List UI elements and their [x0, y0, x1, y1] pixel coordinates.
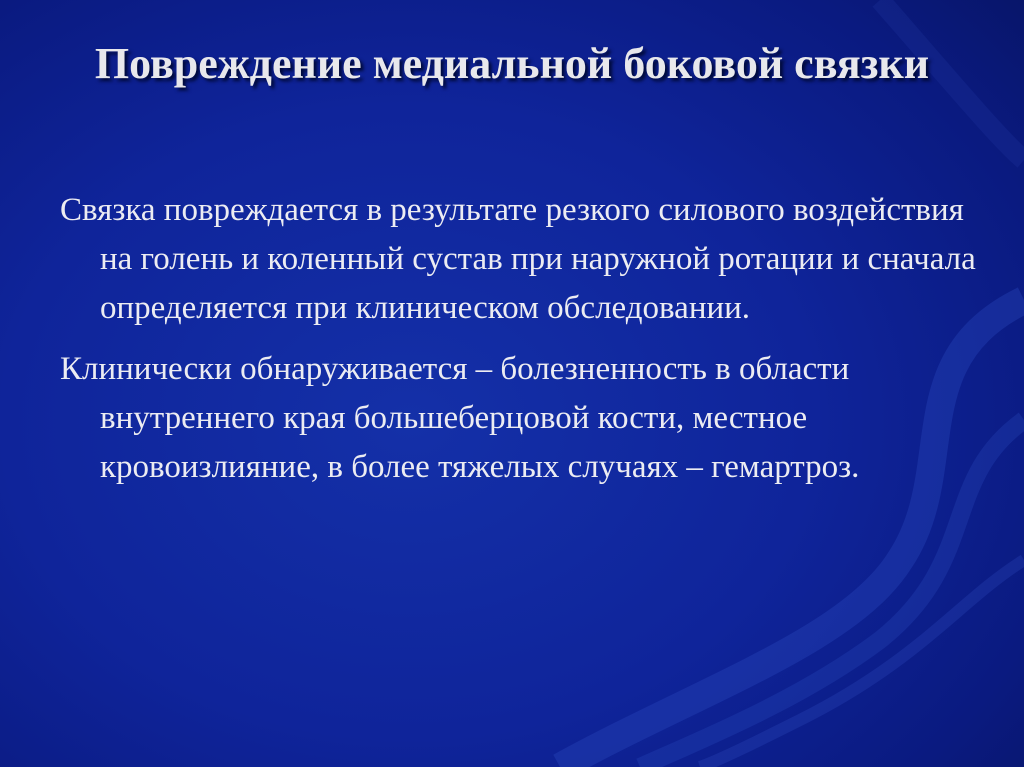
slide-title: Повреждение медиальной боковой связки: [94, 39, 930, 88]
body-paragraph: Связка повреждается в результате резкого силового воздействия на голень и коленный сустав при наружной ротации и сначала определяется при клиническом обследовании.: [60, 192, 976, 326]
slide-body: [60, 186, 980, 504]
body-paragraph: Клинически обнаруживается – болезненность в области внутреннего края большеберцовой кости, местное кровоизлияние, в более тяжелых случаях – гемартроз.: [60, 351, 860, 485]
